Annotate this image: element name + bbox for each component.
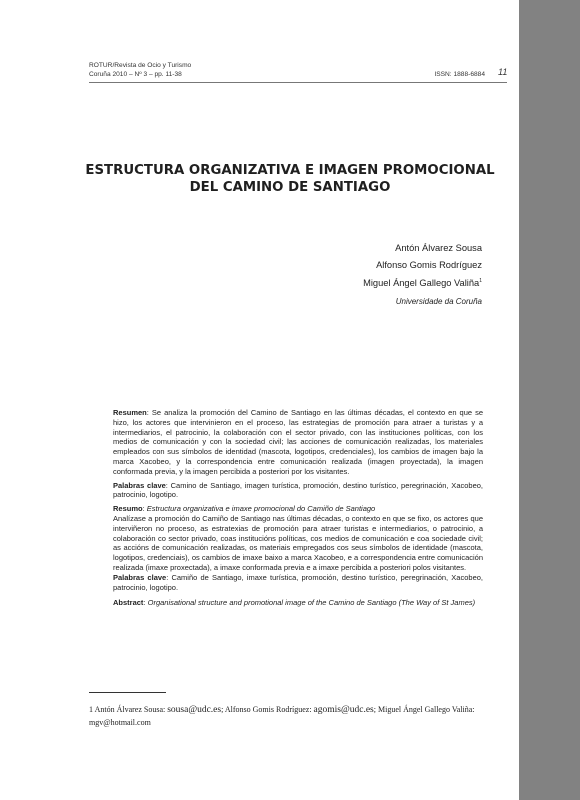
author-3 xyxy=(363,273,482,292)
abstract-text: Organisational structure and promotional image of the Camino de Santiago (The Way of St James) xyxy=(147,598,476,608)
resumo-label: Resumo xyxy=(113,504,143,514)
resumen-paragraph xyxy=(113,408,483,477)
resumen-label: Resumen xyxy=(113,408,147,417)
author-list xyxy=(363,240,482,292)
page-number: 11 xyxy=(498,67,508,77)
footnote-name-1: Antón Álvarez Sousa: xyxy=(94,705,166,714)
palabras-clave-label: Palabras clave xyxy=(113,480,166,490)
footnote-name-3: Miguel Ángel Gallego Valiña: xyxy=(377,705,475,714)
footnote-email-1[interactable]: sousa@udc.es xyxy=(167,705,222,715)
resumo-text: Analízase a promoción do Camiño de Santiago nas últimas décadas, o contexto en que se fixo, os actores que interviñeron no proceso, as estratexias de promoción para atraer turistas e intermediarios, o patrocinio, a colaboración co sector privado, coas institucións políticas, cos medios de comunicación e coa sociedade civil; as accións de comunicación realizadas, os materiais empregados cos seus símbolos de identidade (mascota, logotipos, credenciais), os cambios de imaxe baixo a marca Xacobeo, e a correspondencia entre comunicación realizada (imaxe proxectada), a imaxe conformada previa e a imaxe percibida a posteriori polos visitantes. xyxy=(113,513,483,572)
title-line-1: ESTRUCTURA ORGANIZATIVA E IMAGEN PROMOCIONAL xyxy=(85,163,495,178)
article-title xyxy=(80,162,500,196)
footnote-rule xyxy=(89,692,166,693)
palabras-clave-gl-paragraph xyxy=(113,573,483,593)
issue-info: Coruña 2010 – Nº 3 – pp. 11-38 xyxy=(89,71,182,78)
footnote: 1 Antón Álvarez Sousa: sousa@udc.es; Alfonso Gomis Rodríguez: agomis@udc.es; Miguel Ángel Gallego Valiña: mgv@hotmail.com xyxy=(89,705,475,727)
palabras-clave-gl-text: : Camiño de Santiago, imaxe turística, promoción, destino turístico, peregrinación, Xacobeo, patrocinio, logotipo. xyxy=(113,572,483,592)
journal-name: ROTUR/Revista de Ocio y Turismo xyxy=(89,62,192,69)
author-3-name: Miguel Ángel Gallego Valiña xyxy=(363,278,480,288)
footnote-email-3[interactable]: mgv@hotmail.com xyxy=(89,717,151,727)
footnote-mark: 1 xyxy=(479,278,482,284)
abstract-block xyxy=(113,408,483,612)
running-header xyxy=(89,61,507,79)
resumo-title: Estructura organizativa e imaxe promocional do Camiño de Santiago xyxy=(146,504,376,514)
footnote-number: 1 xyxy=(89,705,93,714)
title-line-2: DEL CAMINO DE SANTIAGO xyxy=(189,180,391,195)
palabras-clave-text: : Camino de Santiago, imagen turística, promoción, destino turístico, peregrinación, Xacobeo, patrocinio, logotipo. xyxy=(113,480,484,500)
abstract-label: Abstract xyxy=(113,598,144,608)
side-color-strip xyxy=(519,0,580,800)
author-1: Antón Álvarez Sousa xyxy=(395,243,482,253)
resumo-heading: Resumo: Estructura organizativa e imaxe promocional do Camiño de Santiago xyxy=(113,504,376,514)
palabras-clave-paragraph xyxy=(113,481,483,501)
author-2: Alfonso Gomis Rodríguez xyxy=(376,259,482,270)
abstract-paragraph: Abstract: Organisational structure and promotional image of the Camino de Santiago (The Way of St James) xyxy=(113,598,476,608)
header-rule xyxy=(89,82,507,83)
affiliation: Universidade da Coruña xyxy=(395,297,482,306)
footnote-name-2: Alfonso Gomis Rodríguez: xyxy=(224,705,312,714)
footnote-email-2[interactable]: agomis@udc.es xyxy=(313,705,374,715)
resumen-text: : Se analiza la promoción del Camino de Santiago en las últimas décadas, el contexto en que se hizo, los actores que intervinieron en el proceso, las estrategias de promoción para atraer a turistas y a intermediarios, el patrocinio, la colaboración con el sector privado, con las instituciones políticas, con los medios de comunicación y con la sociedad civil; las acciones de comunicación realizadas, los materiales empleados con sus símbolos de identidad (mascota, logotipos, credenciales), los cambios de imagen bajo la marca Xacobeo, y la correspondencia entre comunicación realizada (imagen proyectada), la imagen conformada previa, y la imagen percibida a posteriori por los visitantes. xyxy=(113,408,483,476)
palabras-clave-gl-label: Palabras clave xyxy=(113,572,167,582)
issn: ISSN: 1888-6884 xyxy=(434,71,485,78)
